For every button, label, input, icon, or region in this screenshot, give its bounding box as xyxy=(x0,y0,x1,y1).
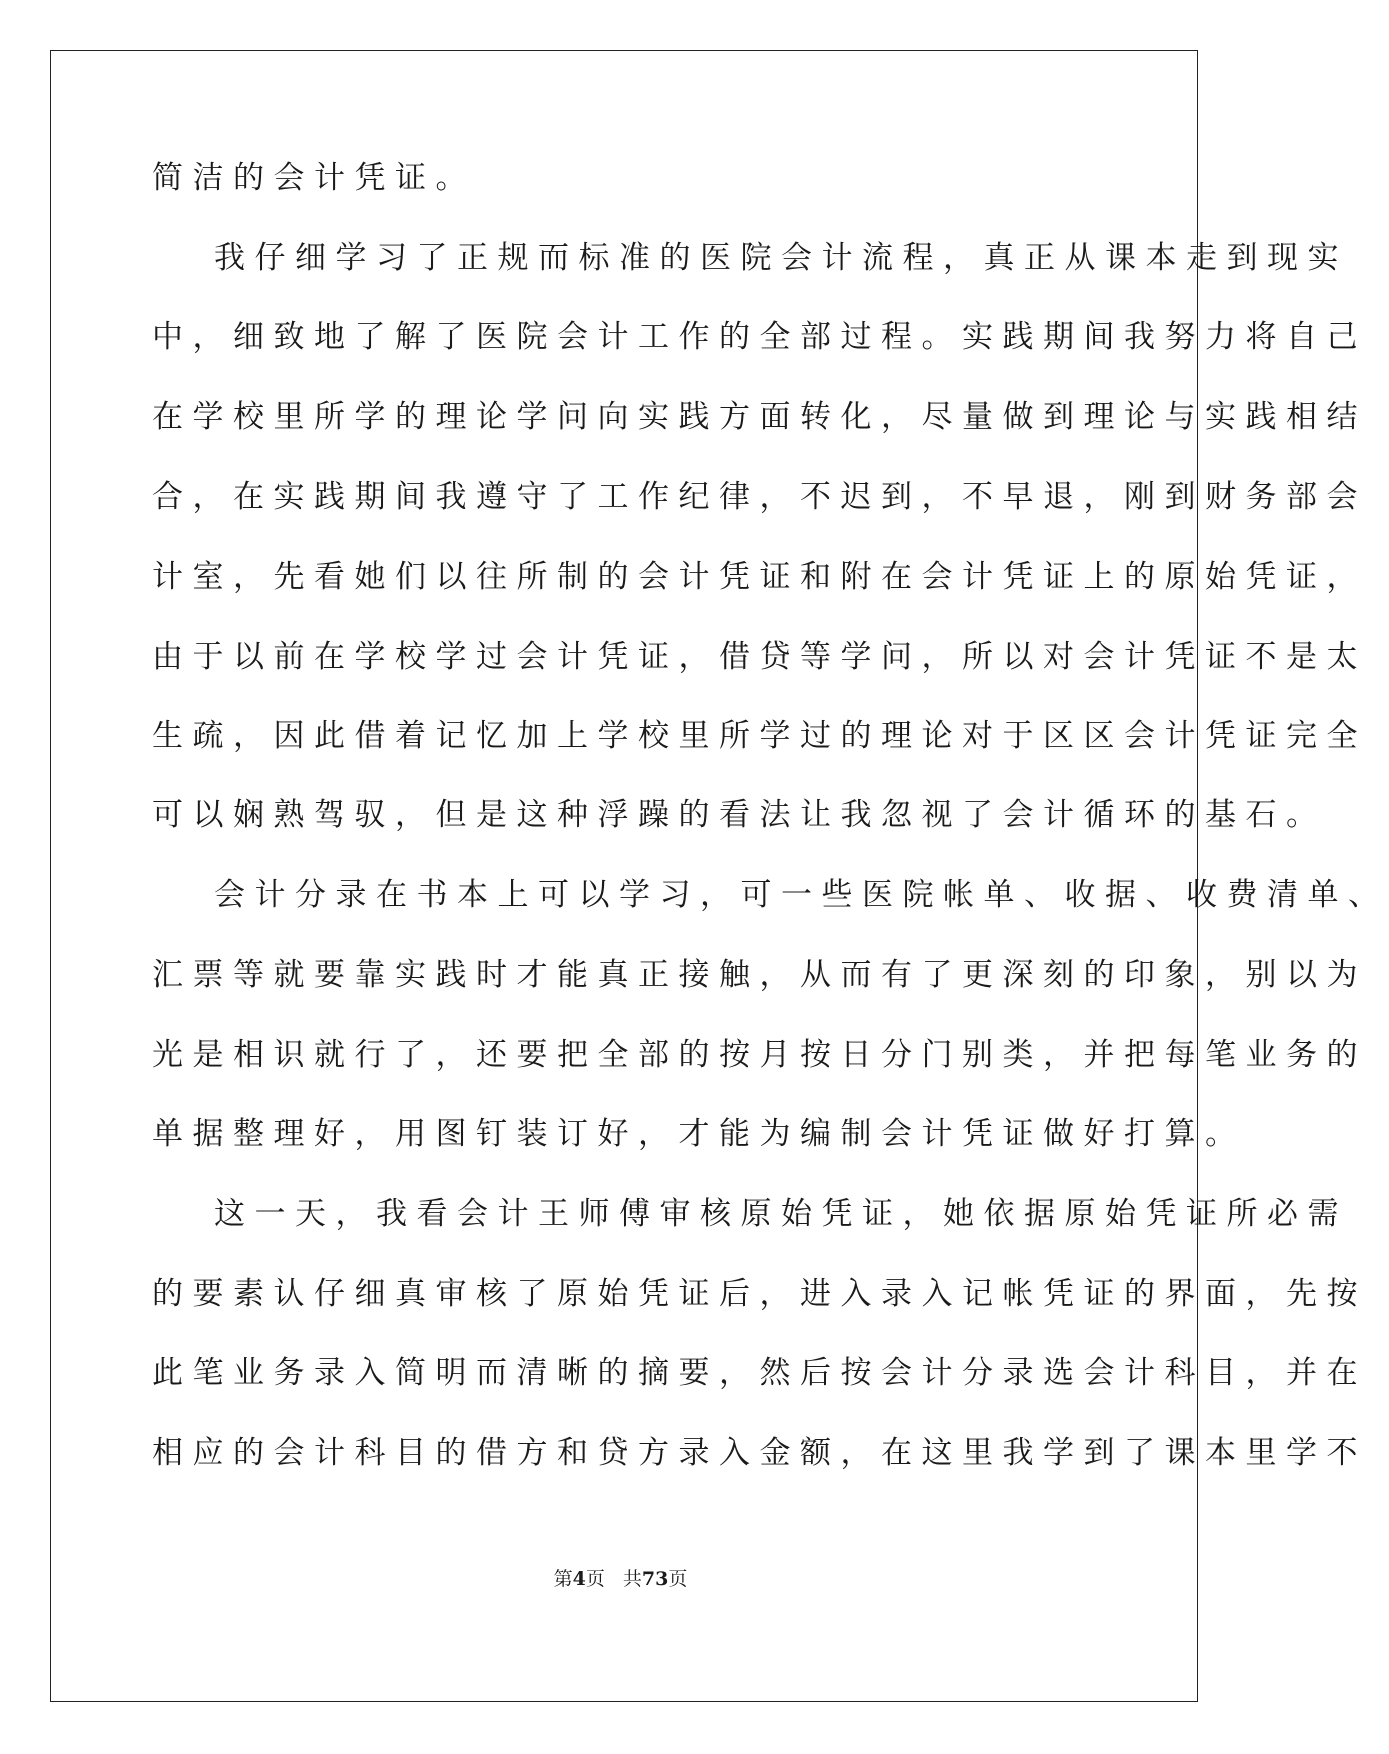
text-line-1: 简洁的会计凭证。 xyxy=(152,160,476,196)
text-line-2: 我仔细学习了正规而标准的医院会计流程，真正从课本走到现实 xyxy=(214,240,1348,276)
text-line-5: 合，在实践期间我遵守了工作纪律，不迟到，不早退，刚到财务部会 xyxy=(152,479,1367,515)
page-suffix: 页 xyxy=(585,1568,605,1590)
page-footer xyxy=(0,1567,1241,1591)
text-line-14: 这一天，我看会计王师傅审核原始凭证，她依据原始凭证所必需 xyxy=(214,1196,1348,1232)
text-line-12: 光是相识就行了，还要把全部的按月按日分门别类，并把每笔业务的 xyxy=(152,1037,1367,1073)
text-line-17: 相应的会计科目的借方和贷方录入金额，在这里我学到了课本里学不 xyxy=(152,1435,1367,1471)
text-line-11: 汇票等就要靠实践时才能真正接触，从而有了更深刻的印象，别以为 xyxy=(152,957,1367,993)
text-line-4: 在学校里所学的理论学问向实践方面转化，尽量做到理论与实践相结 xyxy=(152,399,1367,435)
text-line-15: 的要素认仔细真审核了原始凭证后，进入录入记帐凭证的界面，先按 xyxy=(152,1276,1367,1312)
page-number: 4 xyxy=(572,1568,586,1590)
text-line-7: 由于以前在学校学过会计凭证，借贷等学问，所以对会计凭证不是太 xyxy=(152,639,1367,675)
page-prefix: 第 xyxy=(553,1568,573,1590)
text-line-10: 会计分录在书本上可以学习，可一些医院帐单、收据、收费清单、 xyxy=(214,877,1389,913)
text-line-8: 生疏，因此借着记忆加上学校里所学过的理论对于区区会计凭证完全 xyxy=(152,718,1367,754)
text-line-13: 单据整理好，用图钉装订好，才能为编制会计凭证做好打算。 xyxy=(152,1116,1246,1152)
text-line-9: 可以娴熟驾驭，但是这种浮躁的看法让我忽视了会计循环的基石。 xyxy=(152,797,1327,833)
text-line-16: 此笔业务录入简明而清晰的摘要，然后按会计分录选会计科目，并在 xyxy=(152,1355,1367,1391)
total-suffix: 页 xyxy=(668,1568,688,1590)
text-line-3: 中，细致地了解了医院会计工作的全部过程。实践期间我努力将自己 xyxy=(152,319,1367,355)
total-pages: 73 xyxy=(641,1568,669,1590)
text-line-6: 计室，先看她们以往所制的会计凭证和附在会计凭证上的原始凭证， xyxy=(152,559,1367,595)
total-prefix: 共 xyxy=(622,1568,642,1590)
